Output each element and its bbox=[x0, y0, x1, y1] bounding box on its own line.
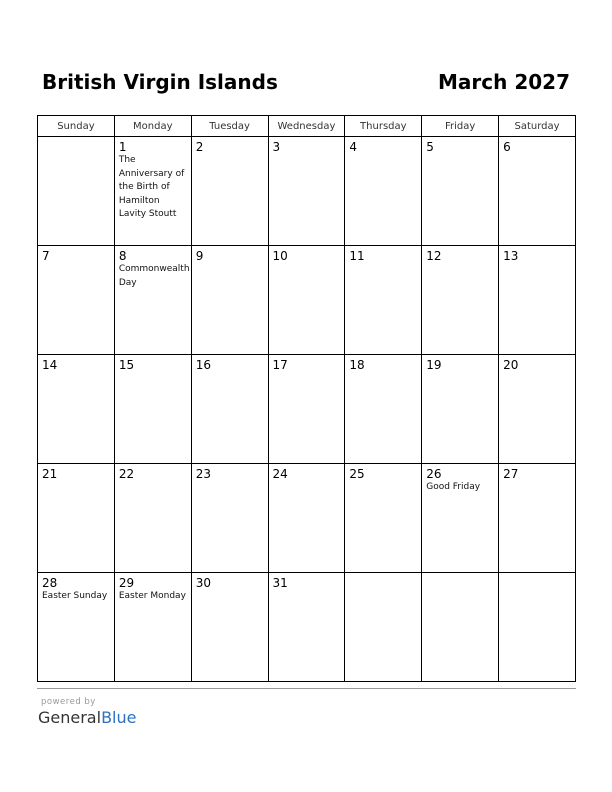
day-cell bbox=[345, 573, 422, 682]
day-cell bbox=[114, 464, 191, 573]
weekday-header: Wednesday bbox=[268, 116, 345, 137]
day-number: 27 bbox=[503, 467, 519, 481]
day-cell bbox=[191, 355, 268, 464]
holiday-label: Commonwealth Day bbox=[118, 264, 190, 288]
day-number: 29 bbox=[118, 576, 135, 590]
day-number: 3 bbox=[272, 140, 281, 154]
weekday-header-row bbox=[38, 116, 576, 137]
day-cell bbox=[499, 137, 576, 246]
holiday-label: Easter Monday bbox=[118, 591, 186, 601]
day-cell bbox=[114, 137, 191, 246]
brand-name-blue: Blue bbox=[101, 708, 137, 727]
calendar-grid bbox=[37, 115, 576, 682]
week-row bbox=[38, 246, 576, 355]
day-cell bbox=[499, 246, 576, 355]
weekday-header: Tuesday bbox=[191, 116, 268, 137]
day-number: 15 bbox=[118, 358, 135, 372]
day-number: 23 bbox=[195, 467, 211, 481]
day-number: 4 bbox=[349, 140, 358, 154]
day-cell bbox=[38, 137, 115, 246]
powered-by-text: powered by bbox=[41, 697, 96, 707]
day-number: 13 bbox=[503, 249, 519, 263]
day-number: 28 bbox=[42, 576, 58, 590]
day-number: 30 bbox=[195, 576, 211, 590]
day-cell bbox=[114, 246, 191, 355]
day-number: 21 bbox=[42, 467, 58, 481]
day-number: 31 bbox=[272, 576, 288, 590]
day-cell bbox=[191, 464, 268, 573]
day-cell bbox=[268, 137, 345, 246]
day-number: 12 bbox=[426, 249, 442, 263]
day-cell bbox=[114, 355, 191, 464]
day-cell bbox=[422, 355, 499, 464]
day-number: 2 bbox=[195, 140, 204, 154]
weekday-header: Saturday bbox=[499, 116, 576, 137]
footer-divider bbox=[37, 688, 576, 689]
day-cell bbox=[38, 573, 115, 682]
day-cell bbox=[345, 246, 422, 355]
day-cell bbox=[345, 464, 422, 573]
holiday-label: The Anniversary of the Birth of Hamilton Lavity Stoutt bbox=[118, 155, 185, 219]
day-cell bbox=[422, 137, 499, 246]
day-number: 8 bbox=[118, 249, 127, 263]
day-number: 22 bbox=[118, 467, 135, 481]
day-cell bbox=[422, 464, 499, 573]
weekday-header: Friday bbox=[422, 116, 499, 137]
day-number: 26 bbox=[426, 467, 442, 481]
day-number: 1 bbox=[118, 140, 127, 154]
day-number: 20 bbox=[503, 358, 519, 372]
day-number: 9 bbox=[195, 249, 204, 263]
calendar-month-title: March 2027 bbox=[438, 70, 570, 94]
holiday-label: Easter Sunday bbox=[42, 591, 108, 601]
day-cell bbox=[38, 246, 115, 355]
day-cell bbox=[38, 464, 115, 573]
day-number: 25 bbox=[349, 467, 365, 481]
day-cell bbox=[114, 573, 191, 682]
day-cell bbox=[268, 573, 345, 682]
weekday-header: Sunday bbox=[38, 116, 115, 137]
day-cell bbox=[499, 355, 576, 464]
day-cell bbox=[268, 246, 345, 355]
day-cell bbox=[191, 573, 268, 682]
weekday-header: Monday bbox=[114, 116, 191, 137]
day-number: 7 bbox=[42, 249, 50, 263]
day-cell bbox=[268, 464, 345, 573]
day-cell bbox=[191, 246, 268, 355]
day-number: 5 bbox=[426, 140, 434, 154]
day-cell bbox=[268, 355, 345, 464]
holiday-label: Good Friday bbox=[426, 482, 481, 492]
day-cell bbox=[422, 573, 499, 682]
week-row bbox=[38, 573, 576, 682]
calendar-country-title: British Virgin Islands bbox=[42, 70, 278, 94]
day-cell bbox=[422, 246, 499, 355]
day-number: 11 bbox=[349, 249, 365, 263]
weekday-header: Thursday bbox=[345, 116, 422, 137]
day-cell bbox=[38, 355, 115, 464]
day-number: 19 bbox=[426, 358, 442, 372]
day-number: 14 bbox=[42, 358, 58, 372]
week-row bbox=[38, 464, 576, 573]
generalblue-logo[interactable] bbox=[38, 708, 136, 727]
day-cell bbox=[191, 137, 268, 246]
week-row bbox=[38, 355, 576, 464]
day-number: 6 bbox=[503, 140, 511, 154]
week-row bbox=[38, 137, 576, 246]
day-number: 24 bbox=[272, 467, 288, 481]
day-cell bbox=[345, 137, 422, 246]
day-number: 18 bbox=[349, 358, 365, 372]
day-number: 10 bbox=[272, 249, 288, 263]
day-number: 17 bbox=[272, 358, 288, 372]
day-cell bbox=[345, 355, 422, 464]
day-cell bbox=[499, 464, 576, 573]
day-cell bbox=[499, 573, 576, 682]
brand-name-general: General bbox=[38, 708, 102, 727]
day-number: 16 bbox=[195, 358, 211, 372]
